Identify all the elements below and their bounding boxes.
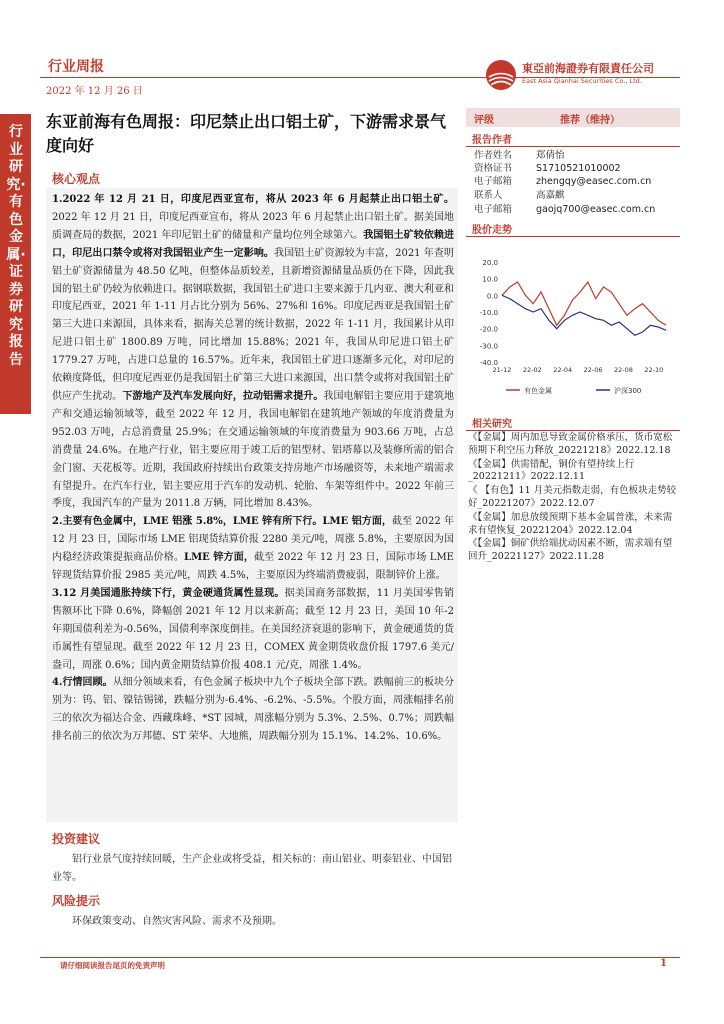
author-row-key: 资格证书 (474, 163, 513, 174)
author-row-key: 联系人 (474, 190, 503, 201)
author-row-key: 作者姓名 (474, 150, 513, 161)
author-row-value: 高嘉麒 (536, 190, 565, 201)
p2-lead: 2.主要有色金属中，LME 铝涨 5.8%，LME 锌有所下行。LME 铝方面， (52, 516, 392, 528)
y-tick-label: 0.0 (486, 292, 498, 301)
author-row (474, 176, 674, 189)
company-logo (486, 58, 696, 94)
x-tick-label: 22-02 (522, 366, 542, 374)
y-tick-label: -30.0 (479, 342, 498, 351)
author-row (474, 150, 674, 163)
author-row (474, 204, 674, 217)
x-tick-label: 22-08 (614, 366, 633, 374)
chart-divider (466, 236, 680, 237)
side-banner-text: 行业研究·有色金属·证券研究报告 (6, 124, 26, 368)
section-heading-risk: 风险提示 (52, 894, 101, 908)
section-heading-core: 核心观点 (52, 172, 101, 186)
p2-lead-2: LME 锌方面， (184, 552, 255, 564)
disclaimer-note: 请仔细阅读报告尾页的免责声明 (60, 961, 165, 970)
x-tick-label: 22-10 (644, 366, 664, 374)
y-tick-label: -20.0 (479, 325, 498, 334)
footer-divider (40, 957, 680, 958)
logo-chinese-name: 東亞前海證券有限責任公司 (522, 62, 654, 75)
risk-text: 环保政策变动、自然灾害风险、需求不及预期。 (72, 916, 282, 927)
related-heading: 相关研究 (472, 419, 512, 430)
paragraph-3 (52, 585, 454, 675)
author-row (474, 163, 674, 176)
p4-lead: 4.行情回顾。 (52, 677, 113, 689)
paragraph-1 (52, 191, 454, 513)
p1-text-a: 2022 年 12 月 21 日，印度尼西亚宣布，将从 2023 年 6 月起禁止出口铝土矿。据美国地质调查局的数据，2021 年印尼铝土矿的储量和产量均位列全球第六。 (52, 211, 454, 241)
p2-text-a: 截至 2022 年 12 月 23 日，国际市场 LME 铝现货结算价报 2280 美元/吨，周涨 5.8%，主要原因为国内稳经济政策提振商品价格。 (52, 516, 455, 564)
y-tick-label: -40.0 (479, 359, 498, 367)
author-divider (466, 146, 680, 147)
p4-text: 从细分领域来看，有色金属子板块中九个子板块全部下跌。跌幅前三的板块分别为：钨、铝、镍钴锡锑，跌幅分别为-6.4%、-6.2%、-5.5%。个股方面，周涨幅排名前三的依次为福达合金、西藏珠峰、*ST 园城，周涨幅分别为 5.3%、2.5%、0.7%；周跌幅排名前三的依次为万邦德、ST 荣华、大地熊，周跌幅分别为 15.1%、14.2%、10.6%。 (52, 677, 454, 743)
rating-label: 评级 (474, 115, 494, 126)
author-row-key: 电子邮箱 (474, 176, 513, 187)
y-tick-label: -10.0 (479, 309, 498, 317)
author-row-value: S1710521010002 (536, 163, 621, 174)
legend-label: 有色金属 (524, 387, 552, 395)
related-research-list (468, 432, 678, 565)
report-type: 行业周报 (48, 59, 104, 75)
author-row (474, 190, 674, 203)
logo-english-name: East Asia Qianhai Securities Co., Ltd. (522, 77, 642, 85)
report-title: 东亚前海有色周报：印尼禁止出口铝土矿，下游需求景气度向好 (46, 112, 447, 155)
stock-price-chart (466, 238, 680, 400)
author-row-value: gaojq700@easec.com.cn (536, 204, 656, 215)
p1-text-c: 我国电解铝主要应用于建筑地产和交通运输领域等，截至 2022 年 12 月，我国电解铝在建筑地产领域的年度消费量为 952.03 万吨，占总消费量 25.9%；在交通运输领域的年度消费量为 903.66 万吨，占总消费量 24.6%。在地产行业，铝主要应用于竣工后的铝型材、铝塔幕以及装修所需的铝合金门窗、天花板等。近期，我国政府持续出台政策支持房地产市场融资等，未来地产端需求有望提升。在汽车行业，铝主要应用于汽车的发动机、轮胎、车架等组件中。2022 年前三季度，我国汽车的产量为 2011.8 万辆，同比增加 8.43%。 (52, 390, 455, 510)
rating-value: 推荐（维持） (560, 115, 620, 126)
legend-label: 沪深300 (614, 387, 642, 395)
chart-heading: 股价走势 (472, 225, 512, 236)
section-heading-investment: 投资建议 (52, 832, 101, 846)
paragraph-2 (52, 513, 454, 585)
x-tick-label: 21-12 (492, 366, 512, 374)
author-heading: 报告作者 (472, 135, 512, 146)
page-number: 1 (660, 958, 667, 969)
related-item[interactable]: 《【金属】铜矿供给端扰动因素不断，需求端有望回升_20221127》2022.11.28 (468, 538, 673, 563)
p1-lead-2: 我国铝土矿较依赖进口，印尼出口禁令或将对我国铝业产生一定影响。 (52, 229, 454, 259)
related-item[interactable]: 《【金属】周内加息导致金属价格承压，货币宽松预期下利空压力释放_20221218》2022.12.18 (468, 432, 673, 456)
y-tick-label: 10.0 (482, 275, 498, 284)
related-item[interactable]: 《 【有色】11 月美元指数走弱，有色板块走势较好_20221207》2022.12.07 (468, 485, 677, 509)
related-item[interactable]: 《【金属】加息放缓预期下基本金属普涨，未来需求有望恢复_20221204》2022.12.04 (468, 511, 673, 536)
x-tick-label: 22-04 (553, 366, 573, 374)
author-row-value: zhengqy@easec.com.cn (536, 176, 652, 187)
p1-lead: 1.2022 年 12 月 21 日，印度尼西亚宣布，将从 2023 年 6 月起禁止出口铝土矿。 (52, 194, 454, 205)
p2-text-b: 截至 2022 年 12 月 23 日，国际市场 LME 锌现货结算价报 2985 美元/吨，周跌 4.5%，主要原因为终端消费疲弱，限制锌价上涨。 (52, 552, 454, 582)
author-row-key: 电子邮箱 (474, 204, 513, 215)
logo-emblem-icon (486, 60, 516, 90)
author-row-value: 郑倩怡 (536, 150, 565, 161)
series-line (502, 282, 666, 325)
x-tick-label: 22-06 (583, 366, 603, 374)
paragraph-4 (52, 674, 454, 746)
core-viewpoints-text (52, 191, 454, 746)
series-line (502, 295, 666, 335)
p3-lead: 3.12 月美国通胀持续下行，黄金硬通货属性显现。 (52, 587, 285, 599)
related-item[interactable]: 《【金属】供需错配，铜价有望持续上行_20221211》2022.12.11 (468, 458, 635, 483)
y-tick-label: 20.0 (482, 259, 498, 267)
report-date: 2022 年 12 月 26 日 (46, 86, 143, 97)
p3-text: 据美国商务部数据，11 月美国零售销售额环比下降 0.6%，降幅创 2021 年 12 月以来新高；截至 12 月 23 日，美国 10 年-2 年期国债利差为-0.56%，国债利率深度倒挂。在美国经济衰退的影响下，黄金硬通货的货币属性有望显现。截至 2022 年 12 月 23 日，COMEX 黄金期货收盘价报 1797.6 美元/盎司，周涨 0.6%；国内黄金期货结算价报 408.1 元/克，周涨 1.4%。 (52, 587, 454, 671)
p1-lead-3: 下游地产及汽车发展向好，拉动铝需求提升。 (122, 390, 324, 402)
p1-text-b: 我国铝土矿资源较为丰富，2021 年查明铝土矿资源储量为 48.50 亿吨，但整体品质较差，且新增资源储量品质仍在下降，因此我国的铝土矿仍较为依赖进口。据钢联数据，我国铝土矿进口主要来源于几内亚、澳大利亚和印度尼西亚，2021 年 1-11 月占比分别为 56%、27%和 16%。印度尼西亚是我国铝土矿第三大进口来源国，具体来看，据海关总署的统计数据，2022 年 1-11 月，我国累计从印尼进口铝土矿 1800.89 万吨，同比增加 15.88%；2021 年，我国从印尼进口铝土矿 1779.27 万吨，占进口总量的 16.57%。近年来，我国铝土矿进口逐渐多元化，对印尼的依赖度降低，但印度尼西亚仍是我国铝土矿第三大进口来源国，出口禁令或将对我国铝土矿供应产生扰动。 (52, 247, 454, 402)
related-divider (466, 430, 680, 431)
investment-text: 铝行业景气度持续回暖，生产企业或将受益，相关标的：南山铝业、明泰铝业、中国铝业等。 (52, 854, 452, 883)
